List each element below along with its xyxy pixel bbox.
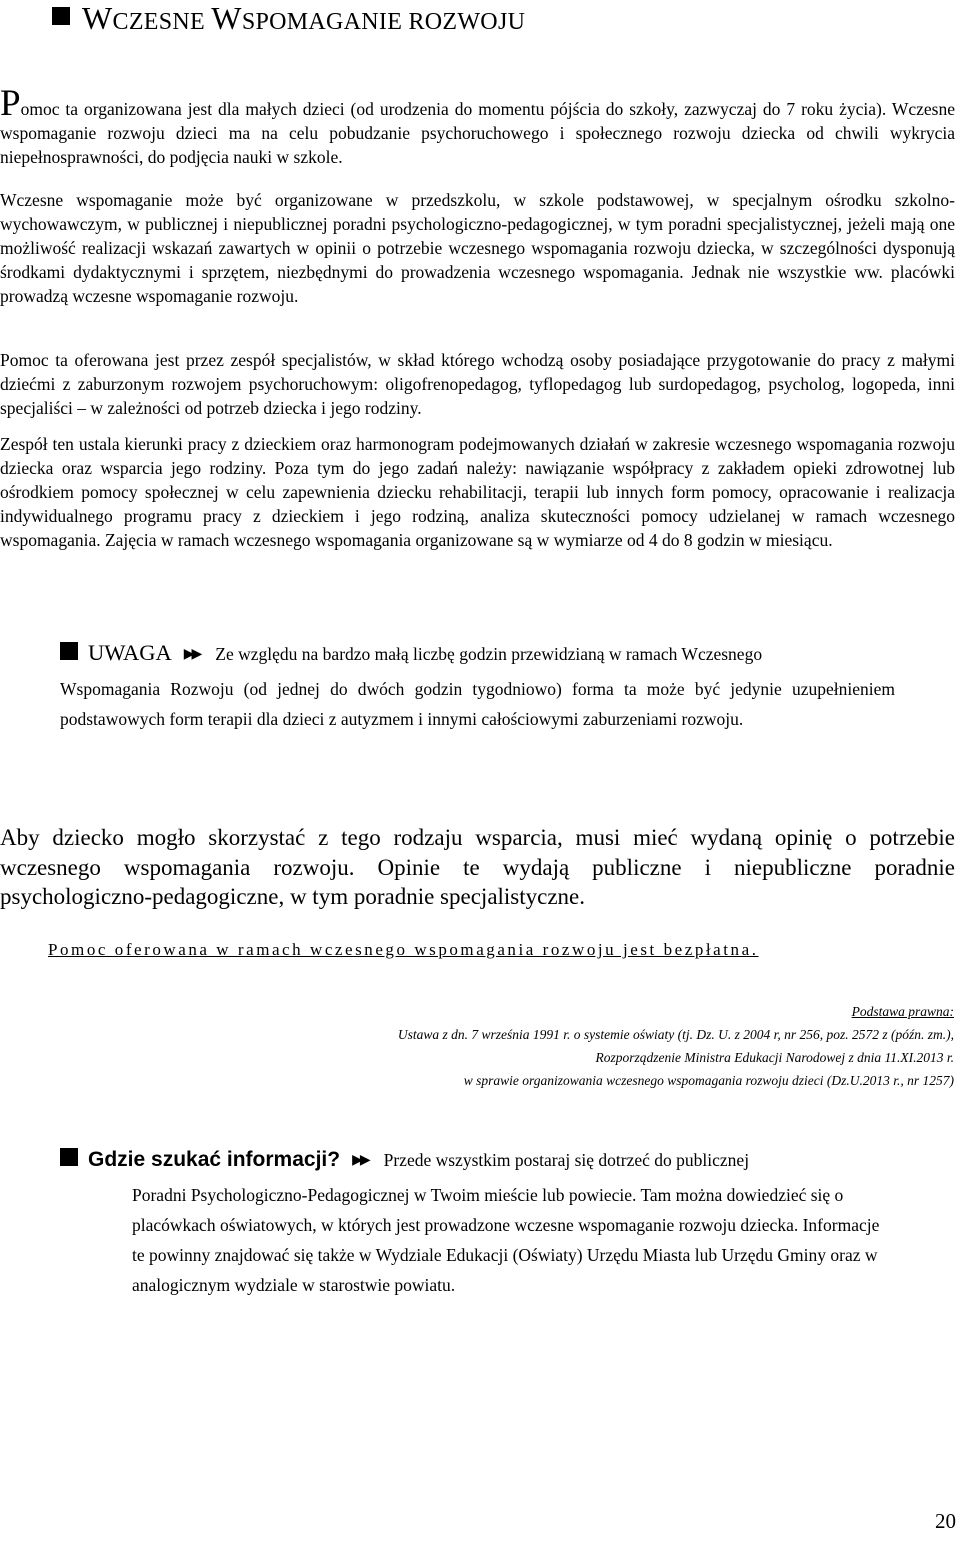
info-first-line: Przede wszystkim postaraj się dotrzeć do publicznej: [383, 1150, 750, 1170]
legal-line: w sprawie organizowania wczesnego wspomagania rozwoju dzieci (Dz.U.2013 r., nr 1257): [463, 1073, 954, 1088]
legal-line: Rozporządzenie Ministra Edukacji Narodowej z dnia 11.XI.2013 r.: [595, 1050, 954, 1065]
drop-cap: P: [0, 83, 21, 124]
title-initial: W: [211, 0, 242, 36]
square-bullet-icon: [52, 7, 70, 25]
info-label: Gdzie szukać informacji?: [88, 1148, 341, 1171]
title-part: SPOMAGANIE ROZWOJU: [241, 9, 526, 35]
uwaga-first-line: Ze względu na bardzo małą liczbę godzin przewidzianą w ramach Wczesnego: [215, 644, 763, 664]
team-paragraph: Pomoc ta oferowana jest przez zespół specjalistów, w skład którego wchodzą osoby posiadające przygotowanie do pracy z małymi dziećmi z zaburzonym rozwojem psychoruchowym: oligofrenopedagog, tyflopedagog lub surdopedagog, psycholog, logopeda, inni specjaliści – w zależności od potrzeb dziecka i jego rodziny.: [0, 350, 955, 418]
title-part: CZESNE: [112, 9, 212, 35]
double-arrow-icon: ▶▶: [183, 647, 200, 662]
section-title: [52, 0, 525, 37]
legal-heading: Podstawa prawna:: [851, 1004, 954, 1019]
info-heading-line: [60, 1146, 749, 1172]
uwaga-label: UWAGA: [88, 640, 172, 665]
square-bullet-icon: [60, 642, 78, 660]
intro-paragraph: [0, 83, 955, 169]
opinion-paragraph: Aby dziecko mogło skorzystać z tego rodzaju wsparcia, musi mieć wydaną opinię o potrzebie wczesnego wspomagania rozwoju. Opinie te wydają publiczne i niepubliczne poradnie psychologiczno-pedagogiczne, w tym poradnie specjalistyczne.: [0, 825, 955, 909]
free-notice: Pomoc oferowana w ramach wczesnego wspomagania rozwoju jest bezpłatna.: [48, 940, 759, 959]
legal-line: Ustawa z dn. 7 września 1991 r. o systemie oświaty (tj. Dz. U. z 2004 r, nr 256, poz. 2572 z (późn. zm.),: [397, 1027, 954, 1042]
page-number: 20: [935, 1509, 956, 1533]
uwaga-heading-line: [60, 640, 762, 666]
legal-basis: [398, 1000, 954, 1092]
tasks-paragraph: Zespół ten ustala kierunki pracy z dzieckiem oraz harmonogram podejmowanych działań w zakresie wczesnego wspomagania rozwoju dziecka oraz wsparcia jego rodziny. Poza tym do jego zadań należy: nawiązanie współpracy z zakładem opieki zdrowotnej lub ośrodkiem pomocy społecznej w celu zapewnienia dziecku rehabilitacji, terapii lub innych form pomocy, opracowanie i realizacja indywidualnego programu pracy z dzieckiem i jego rodziną, analiza skuteczności pomocy udzielanej w ramach wczesnego wspomagania. Zajęcia w ramach wczesnego wspomagania organizowane są w wymiarze od 4 do 8 godzin w miesiącu.: [0, 434, 955, 550]
title-initial: W: [82, 0, 113, 36]
uwaga-text: Wspomagania Rozwoju (od jednej do dwóch godzin tygodniowo) forma ta może być jedynie uzupełnieniem podstawowych form terapii dla dzieci z autyzmem i innymi całościowymi zaburzeniami rozwoju.: [60, 679, 895, 729]
square-bullet-icon: [60, 1148, 78, 1166]
intro-text: omoc ta organizowana jest dla małych dzieci (od urodzenia do momentu pójścia do szkoły, zazwyczaj do 7 roku życia). Wczesne wspomaganie rozwoju dzieci ma na celu pobudzanie psychoruchowego i społecznego rozwoju dziecka od chwili wykrycia niepełnosprawności, do podjęcia nauki w szkole.: [0, 99, 955, 167]
double-arrow-icon: ▶▶: [352, 1153, 368, 1168]
organization-paragraph: Wczesne wspomaganie może być organizowane w przedszkolu, w szkole podstawowej, w specjalnym ośrodku szkolno-wychowawczym, w publicznej i niepublicznej poradni psychologiczno-pedagogicznej, w tym poradni specjalistycznej, jeżeli mają one możliwość realizacji wskazań zawartych w opinii o potrzebie wczesnego wspomagania rozwoju dziecka, w szczególności dysponują środkami dydaktycznymi i sprzętem, niezbędnymi do prowadzenia wczesnego wspomagania. Jednak nie wszystkie ww. placówki prowadzą wczesne wspomaganie rozwoju.: [0, 190, 955, 306]
info-text: Poradni Psychologiczno-Pedagogicznej w Twoim mieście lub powiecie. Tam można dowiedzieć się o placówkach oświatowych, w których jest prowadzone wczesne wspomaganie rozwoju dziecka. Informacje te powinny znajdować się także w Wydziale Edukacji (Oświaty) Urzędu Miasta lub Urzędu Gminy oraz w analogicznym wydziale w starostwie powiatu.: [132, 1185, 880, 1295]
